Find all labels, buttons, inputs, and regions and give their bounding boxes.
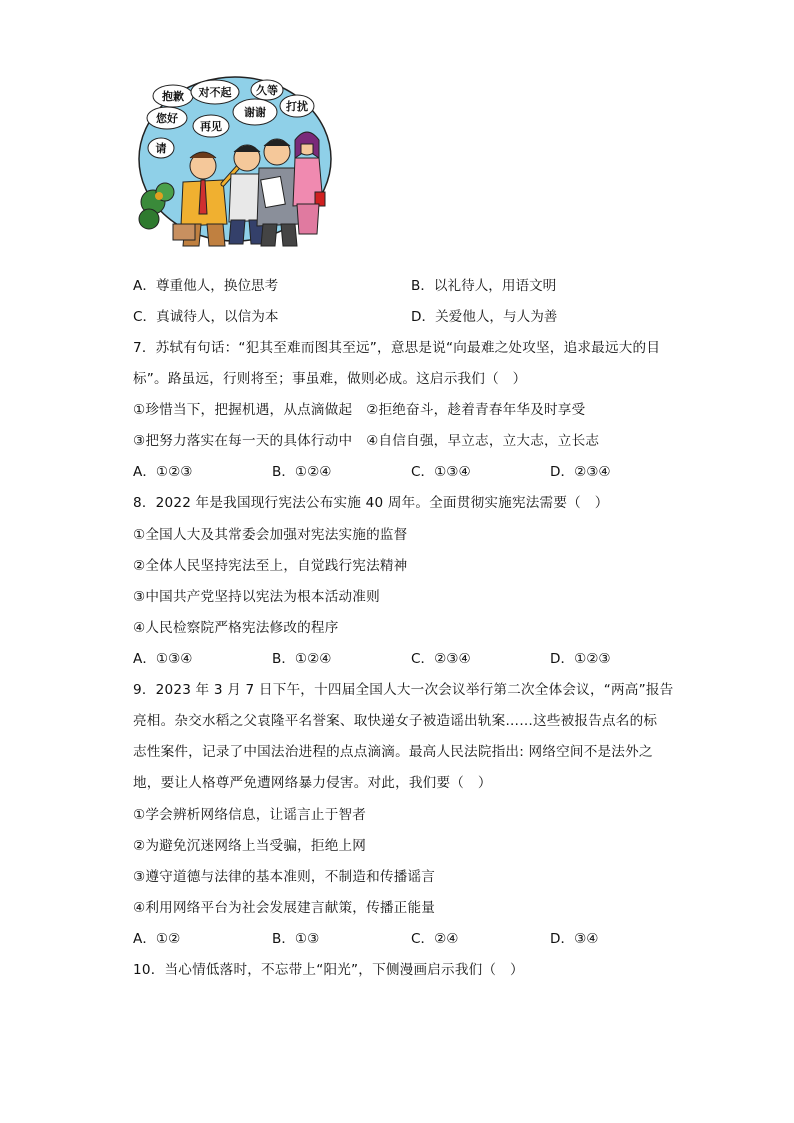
bubble-text: 久等 bbox=[256, 84, 278, 97]
q7-stem-line: 标”。路虽远，行则将至；事虽难，做则必成。这启示我们（ ） bbox=[133, 371, 527, 387]
q6-option-b[interactable]: B．以礼待人，用语文明 bbox=[411, 278, 557, 294]
q8-option-a[interactable]: A．①③④ bbox=[133, 651, 193, 667]
q9-option-c[interactable]: C．②④ bbox=[411, 931, 459, 947]
q9-stem-line: 9．2023 年 3 月 7 日下午，十四届全国人大一次会议举行第二次全体会议，“两高”报告 bbox=[133, 682, 674, 698]
q9-option-b[interactable]: B．①③ bbox=[272, 931, 320, 947]
bubble-text: 谢谢 bbox=[244, 106, 266, 119]
q8-option-d[interactable]: D．①②③ bbox=[550, 651, 611, 667]
q9-option-d[interactable]: D．③④ bbox=[550, 931, 599, 947]
bubble-text: 打扰 bbox=[286, 100, 308, 113]
q9-stem-line: 亮相。杂交水稻之父袁隆平名誉案、取快递女子被造谣出轨案……这些被报告点名的标 bbox=[133, 713, 658, 729]
bubble-text: 再见 bbox=[200, 120, 222, 133]
q6-option-c[interactable]: C．真诚待人，以信为本 bbox=[133, 309, 279, 325]
q7-statement-line: ①珍惜当下，把握机遇，从点滴做起 ②拒绝奋斗，趁着青春年华及时享受 bbox=[133, 402, 586, 418]
q6-option-d[interactable]: D．关爱他人，与人为善 bbox=[411, 309, 558, 325]
q8-statement: ①全国人大及其常委会加强对宪法实施的监督 bbox=[133, 527, 408, 543]
q7-stem-line: 7．苏轼有句话：“犯其至难而图其至远”，意思是说“向最难之处攻坚，追求最远大的目 bbox=[133, 340, 661, 356]
q7-statement-line: ③把努力落实在每一天的具体行动中 ④自信自强，早立志，立大志，立长志 bbox=[133, 433, 600, 449]
politeness-cartoon-illustration bbox=[135, 74, 335, 256]
q9-option-a[interactable]: A．①② bbox=[133, 931, 181, 947]
q6-option-a[interactable]: A．尊重他人，换位思考 bbox=[133, 278, 279, 294]
bubble-text: 您好 bbox=[156, 112, 178, 125]
q8-stem: 8．2022 年是我国现行宪法公布实施 40 周年。全面贯彻实施宪法需要（ ） bbox=[133, 495, 609, 511]
briefcase-icon bbox=[173, 224, 195, 240]
q8-statement: ④人民检察院严格宪法修改的程序 bbox=[133, 620, 339, 636]
q9-stem-line: 志性案件，记录了中国法治进程的点点滴滴。最高人民法院指出: 网络空间不是法外之 bbox=[133, 744, 653, 760]
q7-option-a[interactable]: A．①②③ bbox=[133, 464, 193, 480]
q9-statement: ③遵守道德与法律的基本准则，不制造和传播谣言 bbox=[133, 869, 436, 885]
bubble-text: 对不起 bbox=[198, 86, 232, 99]
q8-option-c[interactable]: C．②③④ bbox=[411, 651, 471, 667]
q7-option-d[interactable]: D．②③④ bbox=[550, 464, 611, 480]
q10-stem: 10．当心情低落时，不忘带上“阳光”，下侧漫画启示我们（ ） bbox=[133, 962, 524, 978]
q8-statement: ②全体人民坚持宪法至上，自觉践行宪法精神 bbox=[133, 558, 408, 574]
q8-option-b[interactable]: B．①②④ bbox=[272, 651, 332, 667]
q8-statement: ③中国共产党坚持以宪法为根本活动准则 bbox=[133, 589, 380, 605]
q9-stem-line: 地，要让人格尊严免遭网络暴力侵害。对此，我们要（ ） bbox=[133, 775, 492, 791]
q7-option-c[interactable]: C．①③④ bbox=[411, 464, 471, 480]
q9-statement: ①学会辨析网络信息，让谣言止于智者 bbox=[133, 807, 367, 823]
bubble-text: 请 bbox=[155, 142, 167, 155]
q9-statement: ④利用网络平台为社会发展建言献策，传播正能量 bbox=[133, 900, 436, 916]
q9-statement: ②为避免沉迷网络上当受骗，拒绝上网 bbox=[133, 838, 367, 854]
q7-option-b[interactable]: B．①②④ bbox=[272, 464, 332, 480]
bubble-text: 抱歉 bbox=[162, 90, 184, 103]
